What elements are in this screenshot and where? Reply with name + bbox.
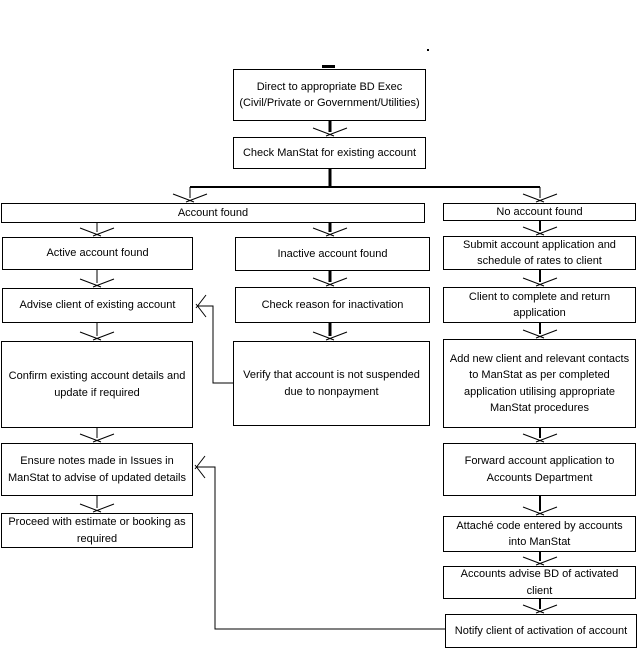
dot-artifact (427, 49, 429, 51)
flow-node-verify-not-suspended: Verify that account is not suspended due to nonpayment (233, 341, 430, 426)
flow-node-direct-bd-exec: Direct to appropriate BD Exec (Civil/Private or Government/Utilities) (233, 69, 426, 121)
edge-notify-to-ensure (196, 467, 445, 629)
flow-node-advise-client: Advise client of existing account (2, 288, 193, 323)
cropped-arrow-artifact (322, 65, 335, 68)
flow-node-confirm-details: Confirm existing account details and update if required (1, 341, 193, 428)
flow-node-account-found: Account found (1, 203, 425, 223)
arrowheads-left (195, 295, 206, 478)
flow-node-check-reason: Check reason for inactivation (235, 287, 430, 323)
flow-node-inactive-account-found: Inactive account found (235, 237, 430, 271)
flow-node-add-new-client: Add new client and relevant contacts to ManStat as per completed application utilising appropriate ManStat procedures (443, 339, 636, 428)
flow-node-no-account-found: No account found (443, 203, 636, 221)
flow-node-client-complete: Client to complete and return application (443, 287, 636, 323)
flow-node-ensure-notes: Ensure notes made in Issues in ManStat to advise of updated details (1, 443, 193, 496)
flow-node-proceed-estimate: Proceed with estimate or booking as required (1, 513, 193, 548)
flow-node-attache-code: Attaché code entered by accounts into ManStat (443, 516, 636, 552)
flow-node-submit-application: Submit account application and schedule of rates to client (443, 236, 636, 270)
edge-verify-to-advise (197, 306, 233, 383)
flow-node-notify-activation: Notify client of activation of account (445, 614, 637, 648)
flow-node-active-account-found: Active account found (2, 237, 193, 270)
flow-node-forward-application: Forward account application to Accounts Department (443, 443, 636, 496)
flow-node-accounts-advise: Accounts advise BD of activated client (443, 566, 636, 599)
flow-node-check-manstat: Check ManStat for existing account (233, 137, 426, 169)
